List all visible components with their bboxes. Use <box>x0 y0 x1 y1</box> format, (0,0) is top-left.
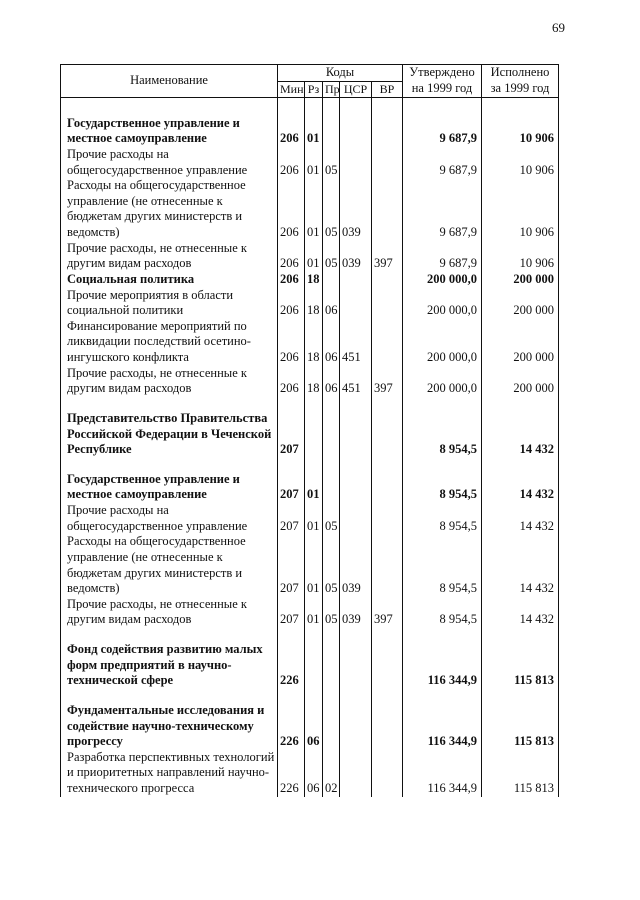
row-name: Расходы на общегосударственное управление (не отнесенные к бюджетам других министерств и ведомств) <box>61 178 278 241</box>
code-min: 206 <box>278 116 305 147</box>
empty-cell <box>278 458 305 472</box>
code-rz: 01 <box>305 147 323 178</box>
approved-value: 9 687,9 <box>403 116 482 147</box>
code-rz: 18 <box>305 319 323 366</box>
code-rz: 06 <box>305 703 323 750</box>
executed-value: 10 906 <box>482 116 559 147</box>
code-rz: 18 <box>305 288 323 319</box>
code-vr: 397 <box>372 597 403 628</box>
table-row <box>61 178 559 241</box>
empty-cell <box>305 458 323 472</box>
code-vr <box>372 288 403 319</box>
empty-cell <box>305 397 323 411</box>
empty-cell <box>482 458 559 472</box>
empty-cell <box>482 397 559 411</box>
empty-cell <box>372 689 403 703</box>
code-vr <box>372 272 403 288</box>
code-pr: 05 <box>323 241 340 272</box>
code-pr <box>323 472 340 503</box>
table-row <box>61 597 559 628</box>
header-approved: Утверждено на 1999 год <box>403 65 482 98</box>
row-name: Разработка перспективных технологий и приоритетных направлений научно-технического прогресса <box>61 750 278 797</box>
code-vr <box>372 534 403 597</box>
approved-value: 200 000,0 <box>403 366 482 397</box>
code-min: 207 <box>278 472 305 503</box>
row-name: Финансирование мероприятий по ликвидации последствий осетино-ингушского конфликта <box>61 319 278 366</box>
approved-value: 116 344,9 <box>403 703 482 750</box>
empty-cell <box>305 689 323 703</box>
empty-cell <box>403 458 482 472</box>
table-row <box>61 472 559 503</box>
empty-cell <box>278 397 305 411</box>
code-pr: 05 <box>323 178 340 241</box>
empty-cell <box>323 689 340 703</box>
code-vr <box>372 319 403 366</box>
executed-value: 200 000 <box>482 288 559 319</box>
executed-value: 10 906 <box>482 241 559 272</box>
spacer-row <box>61 689 559 703</box>
empty-cell <box>61 628 278 642</box>
table-row <box>61 319 559 366</box>
row-name: Прочие расходы, не отнесенные к другим видам расходов <box>61 597 278 628</box>
code-pr: 05 <box>323 503 340 534</box>
code-rz: 18 <box>305 272 323 288</box>
row-name: Государственное управление и местное самоуправление <box>61 472 278 503</box>
empty-cell <box>482 97 559 116</box>
empty-cell <box>323 628 340 642</box>
code-rz: 06 <box>305 750 323 797</box>
code-csr <box>340 703 372 750</box>
code-pr <box>323 272 340 288</box>
code-min: 206 <box>278 319 305 366</box>
code-pr: 05 <box>323 147 340 178</box>
empty-cell <box>278 689 305 703</box>
executed-value: 14 432 <box>482 411 559 458</box>
code-min: 207 <box>278 411 305 458</box>
row-name: Прочие мероприятия в области социальной политики <box>61 288 278 319</box>
code-csr: 039 <box>340 178 372 241</box>
code-rz: 01 <box>305 503 323 534</box>
table-row <box>61 703 559 750</box>
code-pr: 06 <box>323 319 340 366</box>
executed-value: 14 432 <box>482 472 559 503</box>
code-csr <box>340 472 372 503</box>
empty-cell <box>403 689 482 703</box>
executed-value: 14 432 <box>482 597 559 628</box>
code-rz: 01 <box>305 116 323 147</box>
table-row <box>61 272 559 288</box>
executed-value: 115 813 <box>482 642 559 689</box>
code-pr <box>323 411 340 458</box>
code-vr <box>372 703 403 750</box>
code-csr <box>340 750 372 797</box>
approved-value: 200 000,0 <box>403 272 482 288</box>
code-pr: 05 <box>323 534 340 597</box>
empty-cell <box>61 397 278 411</box>
empty-cell <box>372 458 403 472</box>
code-rz <box>305 411 323 458</box>
page-number: 69 <box>552 20 565 35</box>
code-rz: 01 <box>305 534 323 597</box>
header-codes: Коды <box>278 65 403 82</box>
code-csr <box>340 642 372 689</box>
code-csr: 451 <box>340 319 372 366</box>
code-pr <box>323 703 340 750</box>
empty-cell <box>340 689 372 703</box>
header-min: Мин <box>278 81 305 97</box>
row-name: Прочие расходы, не отнесенные к другим видам расходов <box>61 366 278 397</box>
code-csr <box>340 503 372 534</box>
empty-cell <box>340 458 372 472</box>
code-min: 206 <box>278 366 305 397</box>
code-csr <box>340 411 372 458</box>
empty-cell <box>372 97 403 116</box>
table-row <box>61 503 559 534</box>
code-csr <box>340 288 372 319</box>
code-rz: 01 <box>305 472 323 503</box>
approved-value: 200 000,0 <box>403 288 482 319</box>
row-name: Фундаментальные исследования и содействие научно-техническому прогрессу <box>61 703 278 750</box>
code-pr: 05 <box>323 597 340 628</box>
code-min: 206 <box>278 288 305 319</box>
executed-value: 200 000 <box>482 272 559 288</box>
empty-cell <box>403 97 482 116</box>
approved-value: 8 954,5 <box>403 411 482 458</box>
row-name: Прочие расходы на общегосударственное управление <box>61 147 278 178</box>
table-header <box>61 65 559 98</box>
approved-value: 116 344,9 <box>403 750 482 797</box>
code-csr: 039 <box>340 534 372 597</box>
row-name: Фонд содействия развитию малых форм предприятий в научно-технической сфере <box>61 642 278 689</box>
empty-cell <box>278 628 305 642</box>
header-rz: Рз <box>305 81 323 97</box>
code-rz <box>305 642 323 689</box>
code-vr: 397 <box>372 366 403 397</box>
code-min: 207 <box>278 597 305 628</box>
code-min: 206 <box>278 147 305 178</box>
approved-value: 8 954,5 <box>403 503 482 534</box>
code-rz: 01 <box>305 178 323 241</box>
empty-cell <box>305 97 323 116</box>
executed-value: 115 813 <box>482 750 559 797</box>
budget-table-container <box>60 64 558 797</box>
approved-value: 200 000,0 <box>403 319 482 366</box>
empty-cell <box>323 458 340 472</box>
code-rz: 18 <box>305 366 323 397</box>
executed-value: 115 813 <box>482 703 559 750</box>
code-vr <box>372 503 403 534</box>
table-row <box>61 116 559 147</box>
empty-cell <box>323 397 340 411</box>
approved-value: 8 954,5 <box>403 597 482 628</box>
header-vr: ВР <box>372 81 403 97</box>
code-csr: 039 <box>340 597 372 628</box>
code-pr: 06 <box>323 288 340 319</box>
empty-cell <box>403 397 482 411</box>
approved-value: 8 954,5 <box>403 534 482 597</box>
table-body <box>61 97 559 797</box>
code-pr: 02 <box>323 750 340 797</box>
spacer-row <box>61 397 559 411</box>
code-csr <box>340 272 372 288</box>
code-csr: 451 <box>340 366 372 397</box>
executed-value: 200 000 <box>482 319 559 366</box>
row-name: Прочие расходы, не отнесенные к другим видам расходов <box>61 241 278 272</box>
empty-cell <box>340 397 372 411</box>
empty-cell <box>482 628 559 642</box>
row-name: Прочие расходы на общегосударственное управление <box>61 503 278 534</box>
empty-cell <box>340 628 372 642</box>
header-pr: Пр <box>323 81 340 97</box>
approved-value: 116 344,9 <box>403 642 482 689</box>
approved-value: 8 954,5 <box>403 472 482 503</box>
table-row <box>61 366 559 397</box>
empty-cell <box>403 628 482 642</box>
code-min: 226 <box>278 642 305 689</box>
spacer-row <box>61 628 559 642</box>
approved-value: 9 687,9 <box>403 147 482 178</box>
empty-cell <box>278 97 305 116</box>
table-row <box>61 411 559 458</box>
code-vr: 397 <box>372 241 403 272</box>
table-row <box>61 241 559 272</box>
table-row <box>61 147 559 178</box>
executed-value: 200 000 <box>482 366 559 397</box>
table-row <box>61 534 559 597</box>
header-csr: ЦСР <box>340 81 372 97</box>
empty-cell <box>372 628 403 642</box>
table-row <box>61 642 559 689</box>
table-row <box>61 288 559 319</box>
code-pr <box>323 642 340 689</box>
executed-value: 14 432 <box>482 503 559 534</box>
budget-table <box>60 64 559 797</box>
approved-value: 9 687,9 <box>403 241 482 272</box>
spacer-row <box>61 458 559 472</box>
empty-cell <box>305 628 323 642</box>
row-name: Социальная политика <box>61 272 278 288</box>
empty-cell <box>323 97 340 116</box>
spacer-row <box>61 97 559 116</box>
code-min: 207 <box>278 503 305 534</box>
table-row <box>61 750 559 797</box>
code-csr <box>340 116 372 147</box>
header-executed: Исполнено за 1999 год <box>482 65 559 98</box>
code-pr: 06 <box>323 366 340 397</box>
executed-value: 14 432 <box>482 534 559 597</box>
code-vr <box>372 116 403 147</box>
code-rz: 01 <box>305 241 323 272</box>
code-vr <box>372 642 403 689</box>
code-vr <box>372 411 403 458</box>
code-vr <box>372 472 403 503</box>
code-min: 226 <box>278 750 305 797</box>
code-min: 206 <box>278 241 305 272</box>
executed-value: 10 906 <box>482 178 559 241</box>
empty-cell <box>482 689 559 703</box>
code-min: 206 <box>278 272 305 288</box>
empty-cell <box>61 458 278 472</box>
code-csr: 039 <box>340 241 372 272</box>
row-name: Государственное управление и местное самоуправление <box>61 116 278 147</box>
empty-cell <box>340 97 372 116</box>
code-min: 207 <box>278 534 305 597</box>
code-rz: 01 <box>305 597 323 628</box>
approved-value: 9 687,9 <box>403 178 482 241</box>
row-name: Расходы на общегосударственное управление (не отнесенные к бюджетам других министерств и ведомств) <box>61 534 278 597</box>
empty-cell <box>372 397 403 411</box>
empty-cell <box>61 689 278 703</box>
code-csr <box>340 147 372 178</box>
code-vr <box>372 178 403 241</box>
executed-value: 10 906 <box>482 147 559 178</box>
code-min: 206 <box>278 178 305 241</box>
header-name: Наименование <box>61 65 278 98</box>
code-vr <box>372 147 403 178</box>
row-name: Представительство Правительства Российской Федерации в Чеченской Республике <box>61 411 278 458</box>
empty-cell <box>61 97 278 116</box>
code-vr <box>372 750 403 797</box>
code-pr <box>323 116 340 147</box>
code-min: 226 <box>278 703 305 750</box>
